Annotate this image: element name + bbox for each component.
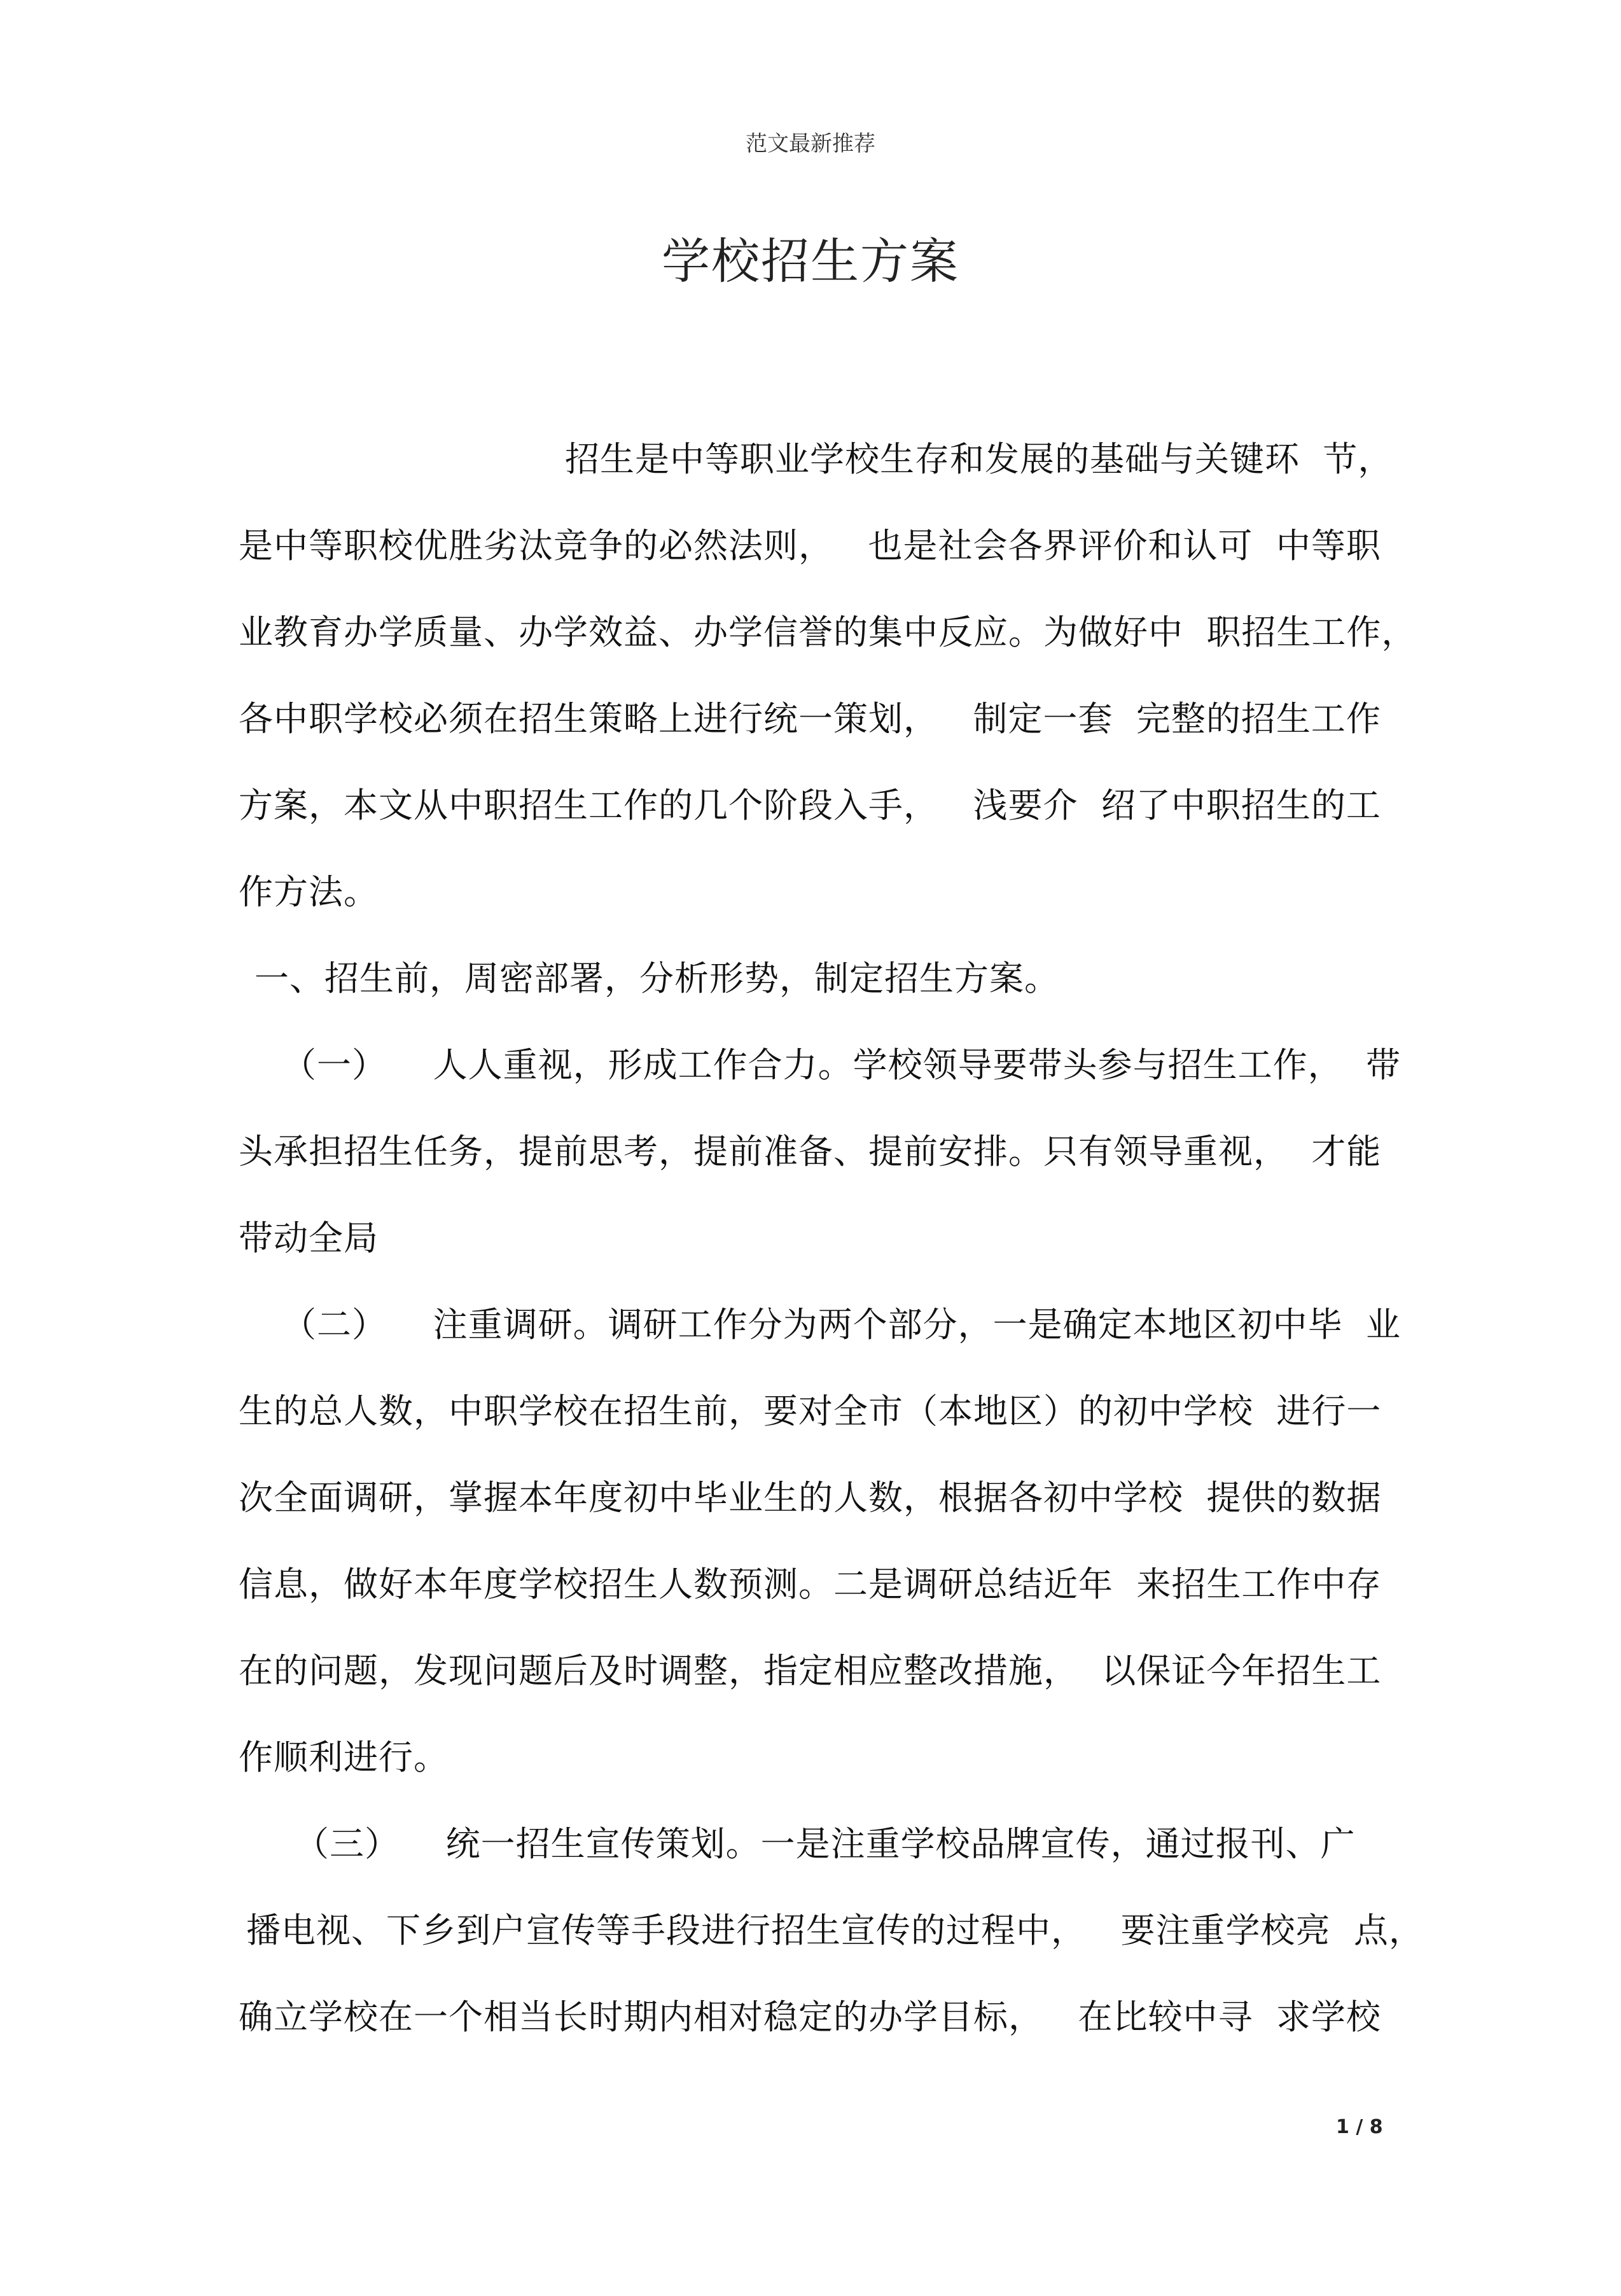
text-line: 确立学校在一个相当长时期内相对稳定的办学目标， 在比较中寻 求学校 bbox=[239, 1997, 1381, 2037]
text-line: 是中等职校优胜劣汰竞争的必然法则， 也是社会各界评价和认可 中等职 bbox=[239, 526, 1381, 566]
text-line: 各中职学校必须在招生策略上进行统一策划， 制定一套 完整的招生工作 bbox=[239, 699, 1381, 739]
page-number: 1 / 8 bbox=[1336, 2116, 1383, 2138]
text-line: 方案，本文从中职招生工作的几个阶段入手， 浅要介 绍了中职招生的工 bbox=[239, 785, 1381, 825]
section-heading: 一、招生前，周密部署，分析形势，制定招生方案。 bbox=[254, 958, 1059, 998]
text-line: 次全面调研，掌握本年度初中毕业生的人数，根据各初中学校 提供的数据 bbox=[239, 1478, 1382, 1518]
text-line: 生的总人数，中职学校在招生前，要对全市（本地区）的初中学校 进行一 bbox=[239, 1391, 1382, 1431]
page-header: 范文最新推荐 bbox=[746, 131, 875, 157]
text-line: 播电视、下乡到户宣传等手段进行招生宣传的过程中， 要注重学校亮 点， bbox=[246, 1910, 1424, 1950]
document-title: 学校招生方案 bbox=[662, 233, 959, 290]
text-line: 在的问题，发现问题后及时调整，指定相应整改措施， 以保证今年招生工 bbox=[239, 1651, 1382, 1691]
text-line: 信息，做好本年度学校招生人数预测。二是调研总结近年 来招生工作中存 bbox=[239, 1564, 1382, 1604]
text-line: （一） 人人重视，形成工作合力。学校领导要带头参与招生工作， 带 bbox=[282, 1045, 1401, 1085]
text-line: 作方法。 bbox=[239, 872, 379, 912]
text-line: 头承担招生任务，提前思考，提前准备、提前安排。只有领导重视， 才能 bbox=[239, 1131, 1382, 1172]
text-line: 业教育办学质量、办学效益、办学信誉的集中反应。为做好中 职招生工作， bbox=[239, 612, 1417, 652]
document-body bbox=[239, 428, 1424, 2072]
text-line: （二） 注重调研。调研工作分为两个部分，一是确定本地区初中毕 业 bbox=[282, 1305, 1401, 1345]
text-line: （三） 统一招生宣传策划。一是注重学校品牌宣传，通过报刊、广 bbox=[295, 1824, 1356, 1864]
text-line: 招生是中等职业学校生存和发展的基础与关键环 节， bbox=[565, 439, 1393, 479]
text-line: 作顺利进行。 bbox=[239, 1737, 449, 1777]
text-line: 带动全局 bbox=[239, 1218, 379, 1258]
